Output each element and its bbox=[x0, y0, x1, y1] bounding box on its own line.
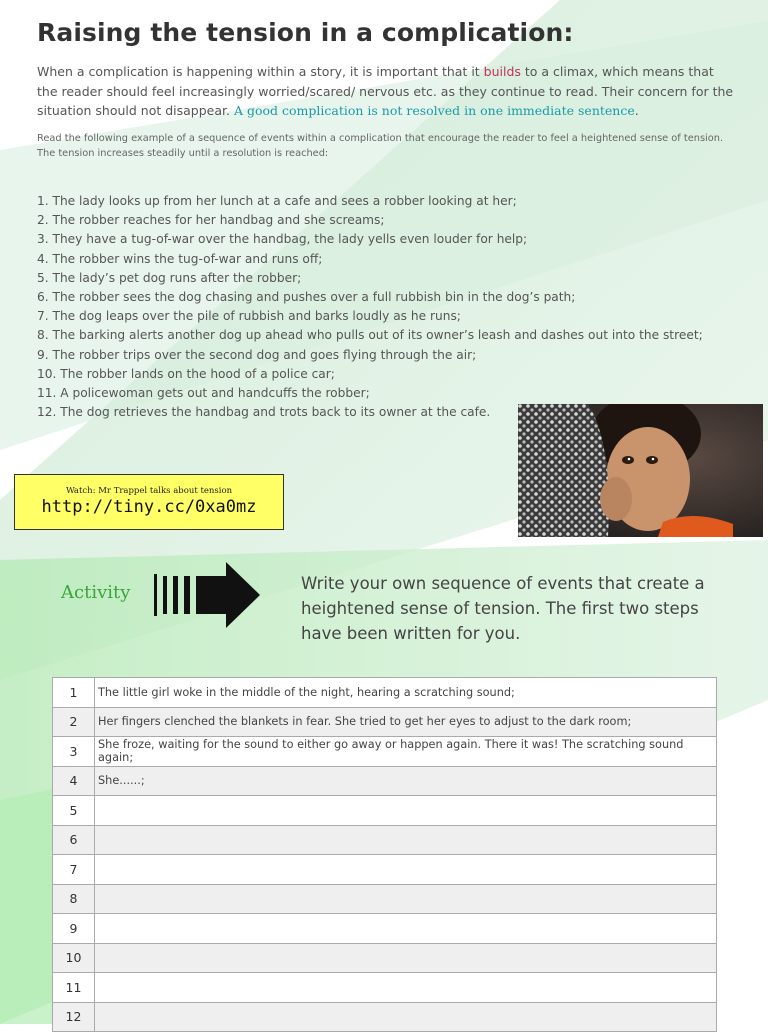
step-number: 2 bbox=[53, 707, 95, 737]
intro-end: . bbox=[634, 103, 639, 118]
step-text[interactable]: She froze, waiting for the sound to either go away or happen again. There it was! The scratching sound again; bbox=[95, 737, 717, 767]
note-line-1: Read the following example of a sequence of events within a complication that encourage the reader to feel a heightened sense of tension. bbox=[37, 133, 724, 144]
instruction-note bbox=[37, 131, 737, 161]
table-row bbox=[53, 855, 717, 885]
table-row bbox=[53, 973, 717, 1003]
step-text[interactable]: The little girl woke in the middle of the night, hearing a scratching sound; bbox=[95, 678, 717, 708]
watch-video-box bbox=[14, 474, 284, 530]
list-item: 6. The robber sees the dog chasing and pushes over a full rubbish bin in the dog’s path; bbox=[37, 290, 576, 305]
step-number: 9 bbox=[53, 914, 95, 944]
intro-text-1: When a complication is happening within a story, it is important that it bbox=[37, 64, 484, 79]
step-text[interactable] bbox=[95, 855, 717, 885]
step-text[interactable] bbox=[95, 884, 717, 914]
step-number: 11 bbox=[53, 973, 95, 1003]
page-title: Raising the tension in a complication: bbox=[37, 18, 574, 47]
table-row bbox=[53, 707, 717, 737]
step-number: 12 bbox=[53, 1002, 95, 1032]
table-row bbox=[53, 796, 717, 826]
table-row bbox=[53, 884, 717, 914]
table-row bbox=[53, 825, 717, 855]
child-photo bbox=[518, 404, 763, 537]
watch-label: Watch: Mr Trappel talks about tension bbox=[65, 486, 233, 496]
step-text[interactable]: She......; bbox=[95, 766, 717, 796]
step-text[interactable] bbox=[95, 973, 717, 1003]
video-link[interactable]: http://tiny.cc/0xa0mz bbox=[41, 497, 257, 517]
table-row bbox=[53, 737, 717, 767]
intro-paragraph bbox=[37, 62, 737, 121]
step-number: 6 bbox=[53, 825, 95, 855]
step-number: 1 bbox=[53, 678, 95, 708]
note-line-2: The tension increases steadily until a resolution is reached: bbox=[37, 148, 329, 159]
step-text[interactable] bbox=[95, 1002, 717, 1032]
step-text[interactable] bbox=[95, 796, 717, 826]
activity-label: Activity bbox=[61, 582, 131, 603]
list-item: 12. The dog retrieves the handbag and trots back to its owner at the cafe. bbox=[37, 405, 491, 420]
step-text[interactable]: Her fingers clenched the blankets in fear. She tried to get her eyes to adjust to the dark room; bbox=[95, 707, 717, 737]
step-text[interactable] bbox=[95, 943, 717, 973]
list-item: 10. The robber lands on the hood of a police car; bbox=[37, 366, 335, 381]
intro-text-2: to a climax, which means that the reader should feel increasingly worried/scared/ nervous etc. as they continue to read. Their concern for the situation should not disappear. bbox=[37, 64, 734, 118]
step-number: 4 bbox=[53, 766, 95, 796]
step-text[interactable] bbox=[95, 914, 717, 944]
step-number: 7 bbox=[53, 855, 95, 885]
arrow-right-icon bbox=[152, 560, 262, 630]
list-item: 5. The lady’s pet dog runs after the robber; bbox=[37, 270, 302, 285]
step-number: 10 bbox=[53, 943, 95, 973]
key-sentence: A good complication is not resolved in one immediate sentence bbox=[233, 103, 635, 118]
list-item: 7. The dog leaps over the pile of rubbish and barks loudly as he runs; bbox=[37, 309, 461, 324]
list-item: 11. A policewoman gets out and handcuffs the robber; bbox=[37, 386, 370, 401]
step-text[interactable] bbox=[95, 825, 717, 855]
activity-instructions: Write your own sequence of events that create a heightened sense of tension. The first two steps have been written for you. bbox=[301, 574, 705, 643]
table-row bbox=[53, 943, 717, 973]
list-item: 9. The robber trips over the second dog and goes flying through the air; bbox=[37, 347, 477, 362]
step-number: 8 bbox=[53, 884, 95, 914]
list-item: 2. The robber reaches for her handbag and she screams; bbox=[37, 213, 385, 228]
step-number: 3 bbox=[53, 737, 95, 767]
sequence-table bbox=[52, 677, 717, 1032]
table-row bbox=[53, 1002, 717, 1032]
table-row bbox=[53, 678, 717, 708]
list-item: 8. The barking alerts another dog up ahead who pulls out of its owner’s leash and dashes out into the street; bbox=[37, 328, 703, 343]
builds-keyword: builds bbox=[483, 64, 521, 79]
list-item: 3. They have a tug-of-war over the handbag, the lady yells even louder for help; bbox=[37, 232, 528, 247]
event-list bbox=[37, 192, 737, 422]
list-item: 1. The lady looks up from her lunch at a cafe and sees a robber looking at her; bbox=[37, 194, 517, 208]
step-number: 5 bbox=[53, 796, 95, 826]
list-item: 4. The robber wins the tug-of-war and runs off; bbox=[37, 251, 323, 266]
table-row bbox=[53, 914, 717, 944]
table-row bbox=[53, 766, 717, 796]
